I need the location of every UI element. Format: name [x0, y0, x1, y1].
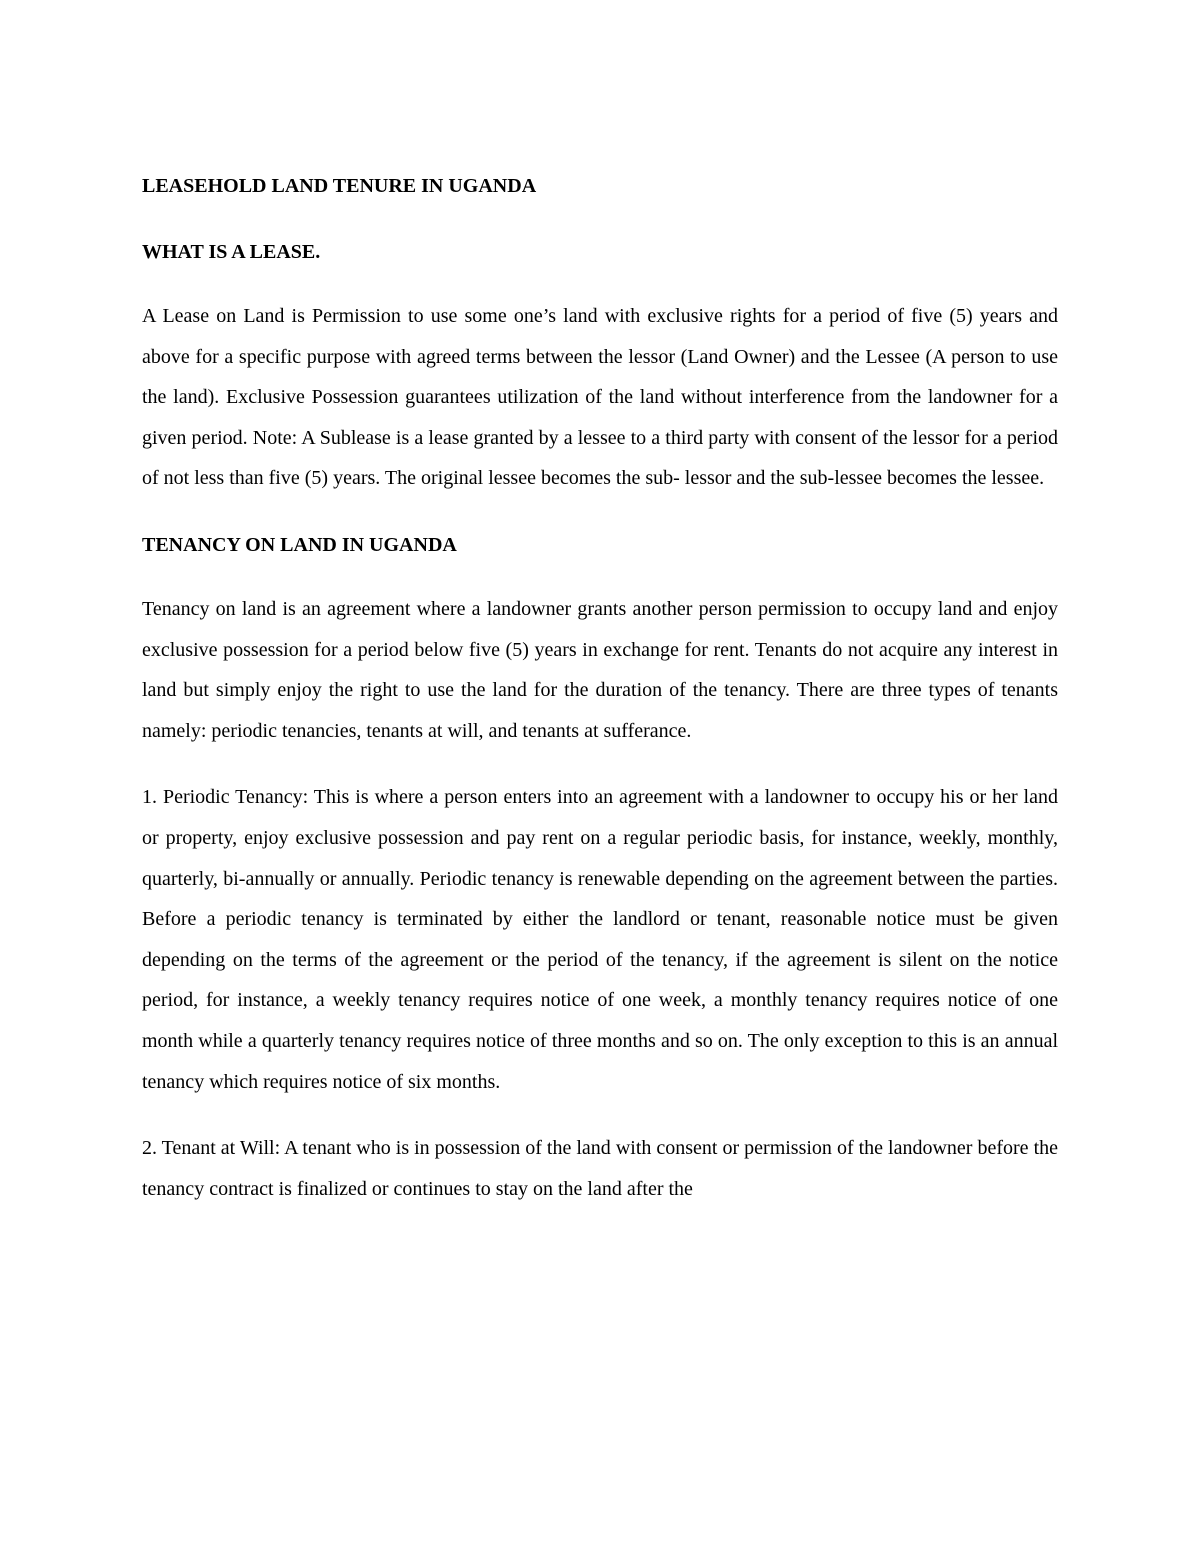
- paragraph-lease-definition: A Lease on Land is Permission to use some one’s land with exclusive rights for a period of five (5) years and above for a specific purpose with agreed terms between the lessor (Land Owner) and the Lessee (A person to use the land). Exclusive Possession guarantees utilization of the land without interference from the landowner for a given period. Note: A Sublease is a lease granted by a lessee to a third party with consent of the lessor for a period of not less than five (5) years. The original lessee becomes the sub- lessor and the sub-lessee becomes the lessee.: [142, 305, 1058, 490]
- section-heading: WHAT IS A LEASE.: [142, 241, 321, 263]
- document-body: [142, 166, 1058, 1209]
- section-heading: TENANCY ON LAND IN UGANDA: [142, 533, 457, 556]
- document-title: LEASEHOLD LAND TENURE IN UGANDA: [142, 175, 537, 197]
- section-tenancy-on-land: [142, 525, 1058, 1209]
- section-what-is-a-lease: [142, 232, 1058, 499]
- paragraph-periodic-tenancy: 1. Periodic Tenancy: This is where a person enters into an agreement with a landowner to occupy his or her land or property, enjoy exclusive possession and pay rent on a regular periodic basis, for instance, weekly, monthly, quarterly, bi-annually or annually. Periodic tenancy is renewable depending on the agreement between the parties. Before a periodic tenancy is terminated by either the landlord or tenant, reasonable notice must be given depending on the terms of the agreement or the period of the tenancy, if the agreement is silent on the notice period, for instance, a weekly tenancy requires notice of one week, a monthly tenancy requires notice of one month while a quarterly tenancy requires notice of three months and so on. The only exception to this is an annual tenancy which requires notice of six months.: [142, 786, 1058, 1093]
- paragraph-tenant-at-will: 2. Tenant at Will: A tenant who is in possession of the land with consent or permission of the landowner before the tenancy contract is finalized or continues to stay on the land after the: [142, 1137, 1058, 1200]
- paragraph-tenancy-definition: Tenancy on land is an agreement where a landowner grants another person permission to occupy land and enjoy exclusive possession for a period below five (5) years in exchange for rent. Tenants do not acquire any interest in land but simply enjoy the right to use the land for the duration of the tenancy. There are three types of tenants namely: periodic tenancies, tenants at will, and tenants at sufferance.: [142, 597, 1058, 742]
